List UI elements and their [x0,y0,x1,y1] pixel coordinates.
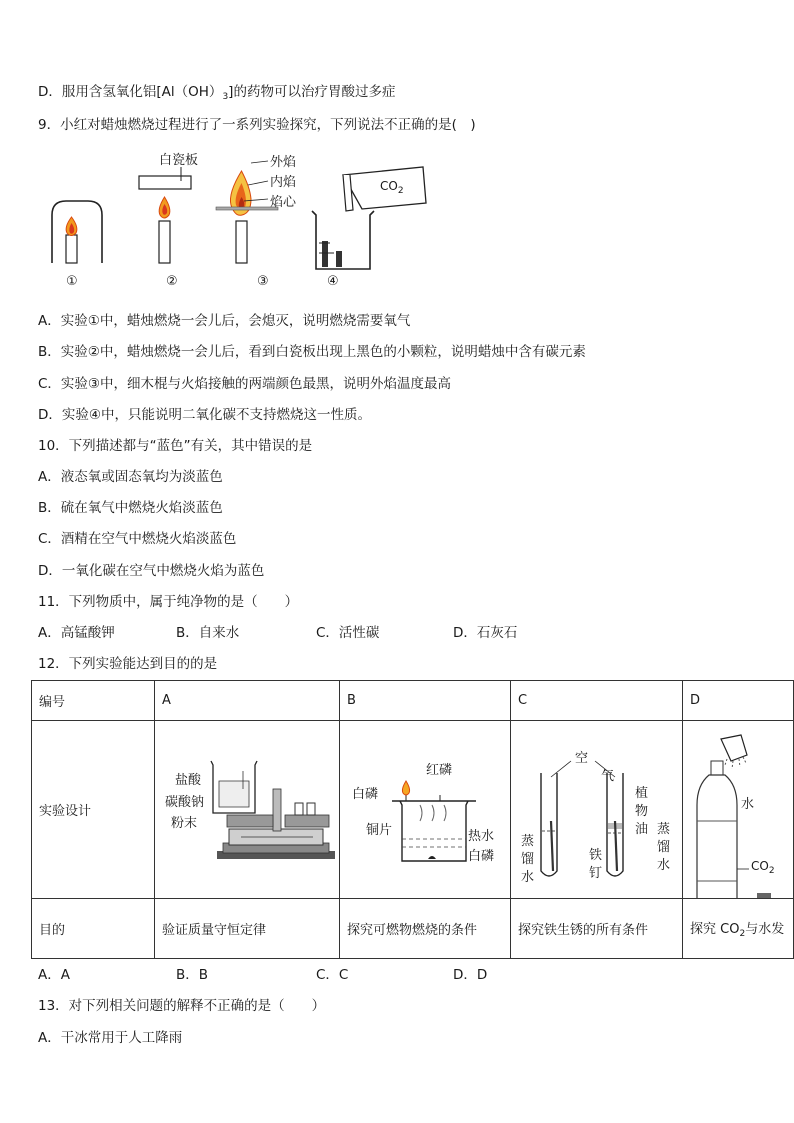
water-label: 水 [741,797,755,812]
exp-number-4: ④ [327,274,339,289]
question-11-option-c: C．活性碳 [316,625,380,641]
water-char: 蒸 [521,834,535,849]
question-9-option-c: C．实验③中，细木棍与火焰接触的两端颜色最黑，说明外焰温度最高 [38,376,452,392]
design-d [683,721,794,899]
prev-option-d [38,83,395,106]
question-11-option-b: B．自来水 [176,625,240,641]
question-9: 9．小红对蜡烛燃烧过程进行了一系列实验探究，下列说法不正确的是( ) [38,117,476,133]
hydrochloric-acid-label: 盐酸 [175,773,202,788]
exp4-setup [312,167,426,269]
purpose-d-text-end: 与水发 [745,922,785,937]
air-label-1: 空 [575,751,589,766]
header-a: A [155,681,340,721]
distilled-water-right-label [657,821,670,875]
question-10-option-d: D．一氧化碳在空气中燃烧火焰为蓝色 [38,563,265,579]
q9-figure [40,143,460,293]
purpose-a: 验证质量守恒定律 [155,899,340,959]
co2-subscript: 2 [397,186,404,196]
exp1-jar [52,201,102,263]
exp-number-2: ② [166,274,178,289]
question-11-option-d: D．石灰石 [453,625,518,641]
question-10-option-c: C．酒精在空气中燃烧火焰淡蓝色 [38,531,237,547]
co2-subscript: 2 [768,866,775,876]
design-c [511,721,683,899]
exp2-candle [139,167,191,263]
purpose-d-text: 探究 CO [690,922,740,937]
white-phosphorus-2-label: 白磷 [468,849,495,864]
water-char: 水 [657,858,671,873]
question-12: 12．下列实验能达到目的的是 [38,656,218,672]
water-char: 水 [521,870,535,885]
question-10-option-a: A．液态氧或固态氧均为淡蓝色 [38,469,223,485]
water-char: 馏 [657,840,671,855]
co2-text: CO [380,179,398,193]
header-d: D [683,681,794,721]
purpose-c: 探究铁生锈的所有条件 [511,899,683,959]
table-design-row [32,721,794,899]
q9-figure-svg [40,143,460,293]
question-10-option-b: B．硫在氧气中燃烧火焰淡蓝色 [38,500,223,516]
plate-label: 白瓷板 [159,153,199,168]
question-12-option-d: D．D [453,967,488,983]
table-header-row [32,681,794,721]
powder-label: 粉末 [171,816,198,831]
exp-number-3: ③ [257,274,269,289]
question-9-option-a: A．实验①中，蜡烛燃烧一会儿后，会熄灭，说明燃烧需要氧气 [38,313,411,329]
iron-nail-label [589,847,602,883]
oil-label [635,785,648,839]
co2-text: CO [751,859,769,873]
question-12-option-b: B．B [176,967,209,983]
header-number: 编号 [32,681,155,721]
sodium-carbonate-label: 碳酸钠 [165,795,205,810]
question-12-option-a: A．A [38,967,70,983]
purpose-d-subscript: 2 [739,929,746,939]
nail-char: 钉 [589,866,603,881]
design-b [340,721,511,899]
oil-char: 油 [635,822,649,837]
exp3-candle [216,161,278,263]
co2-label [751,859,775,876]
water-char: 蒸 [657,822,671,837]
co2-bottle-label [380,179,404,196]
purpose-b: 探究可燃物燃烧的条件 [340,899,511,959]
white-phosphorus-label: 白磷 [352,787,379,802]
prev-option-d-text: D．服用含氢氧化铝[Al（OH） [38,84,223,100]
question-11: 11．下列物质中，属于纯净物的是（ ） [38,594,299,610]
question-13: 13．对下列相关问题的解释不正确的是（ ） [38,998,326,1014]
outer-flame-label: 外焰 [270,155,297,170]
nail-char: 铁 [589,848,603,863]
question-11-option-a: A．高锰酸钾 [38,625,115,641]
purpose-label: 目的 [32,899,155,959]
oil-char: 植 [635,786,649,801]
question-13-option-a: A．干冰常用于人工降雨 [38,1030,183,1046]
inner-flame-label: 内焰 [270,175,297,190]
question-10: 10．下列描述都与“蓝色”有关，其中错误的是 [38,438,313,454]
water-char: 馏 [521,852,535,867]
header-c: C [511,681,683,721]
red-phosphorus-label: 红磷 [426,763,453,778]
combustion-diagram [340,721,510,898]
question-12-option-c: C．C [316,967,349,983]
distilled-water-left-label [521,833,534,887]
air-label-2: 气 [601,769,615,784]
core-flame-label: 焰心 [270,195,297,210]
exp-number-1: ① [66,274,78,289]
question-9-option-d: D．实验④中，只能说明二氧化碳不支持燃烧这一性质。 [38,407,371,423]
copper-sheet-label: 铜片 [366,823,393,838]
hot-water-label: 热水 [468,829,495,844]
header-b: B [340,681,511,721]
table-purpose-row [32,899,794,959]
bottle-diagram [683,721,793,898]
prev-option-d-text-end: ]的药物可以治疗胃酸过多症 [228,84,396,100]
experiment-table [31,680,794,959]
design-label: 实验设计 [32,721,155,899]
oil-char: 物 [635,804,649,819]
question-9-option-b: B．实验②中，蜡烛燃烧一会儿后，看到白瓷板出现上黑色的小颗粒，说明蜡烛中含有碳元素 [38,344,586,360]
subscript: 3 [222,92,229,102]
design-a [155,721,340,899]
purpose-d [683,899,794,959]
